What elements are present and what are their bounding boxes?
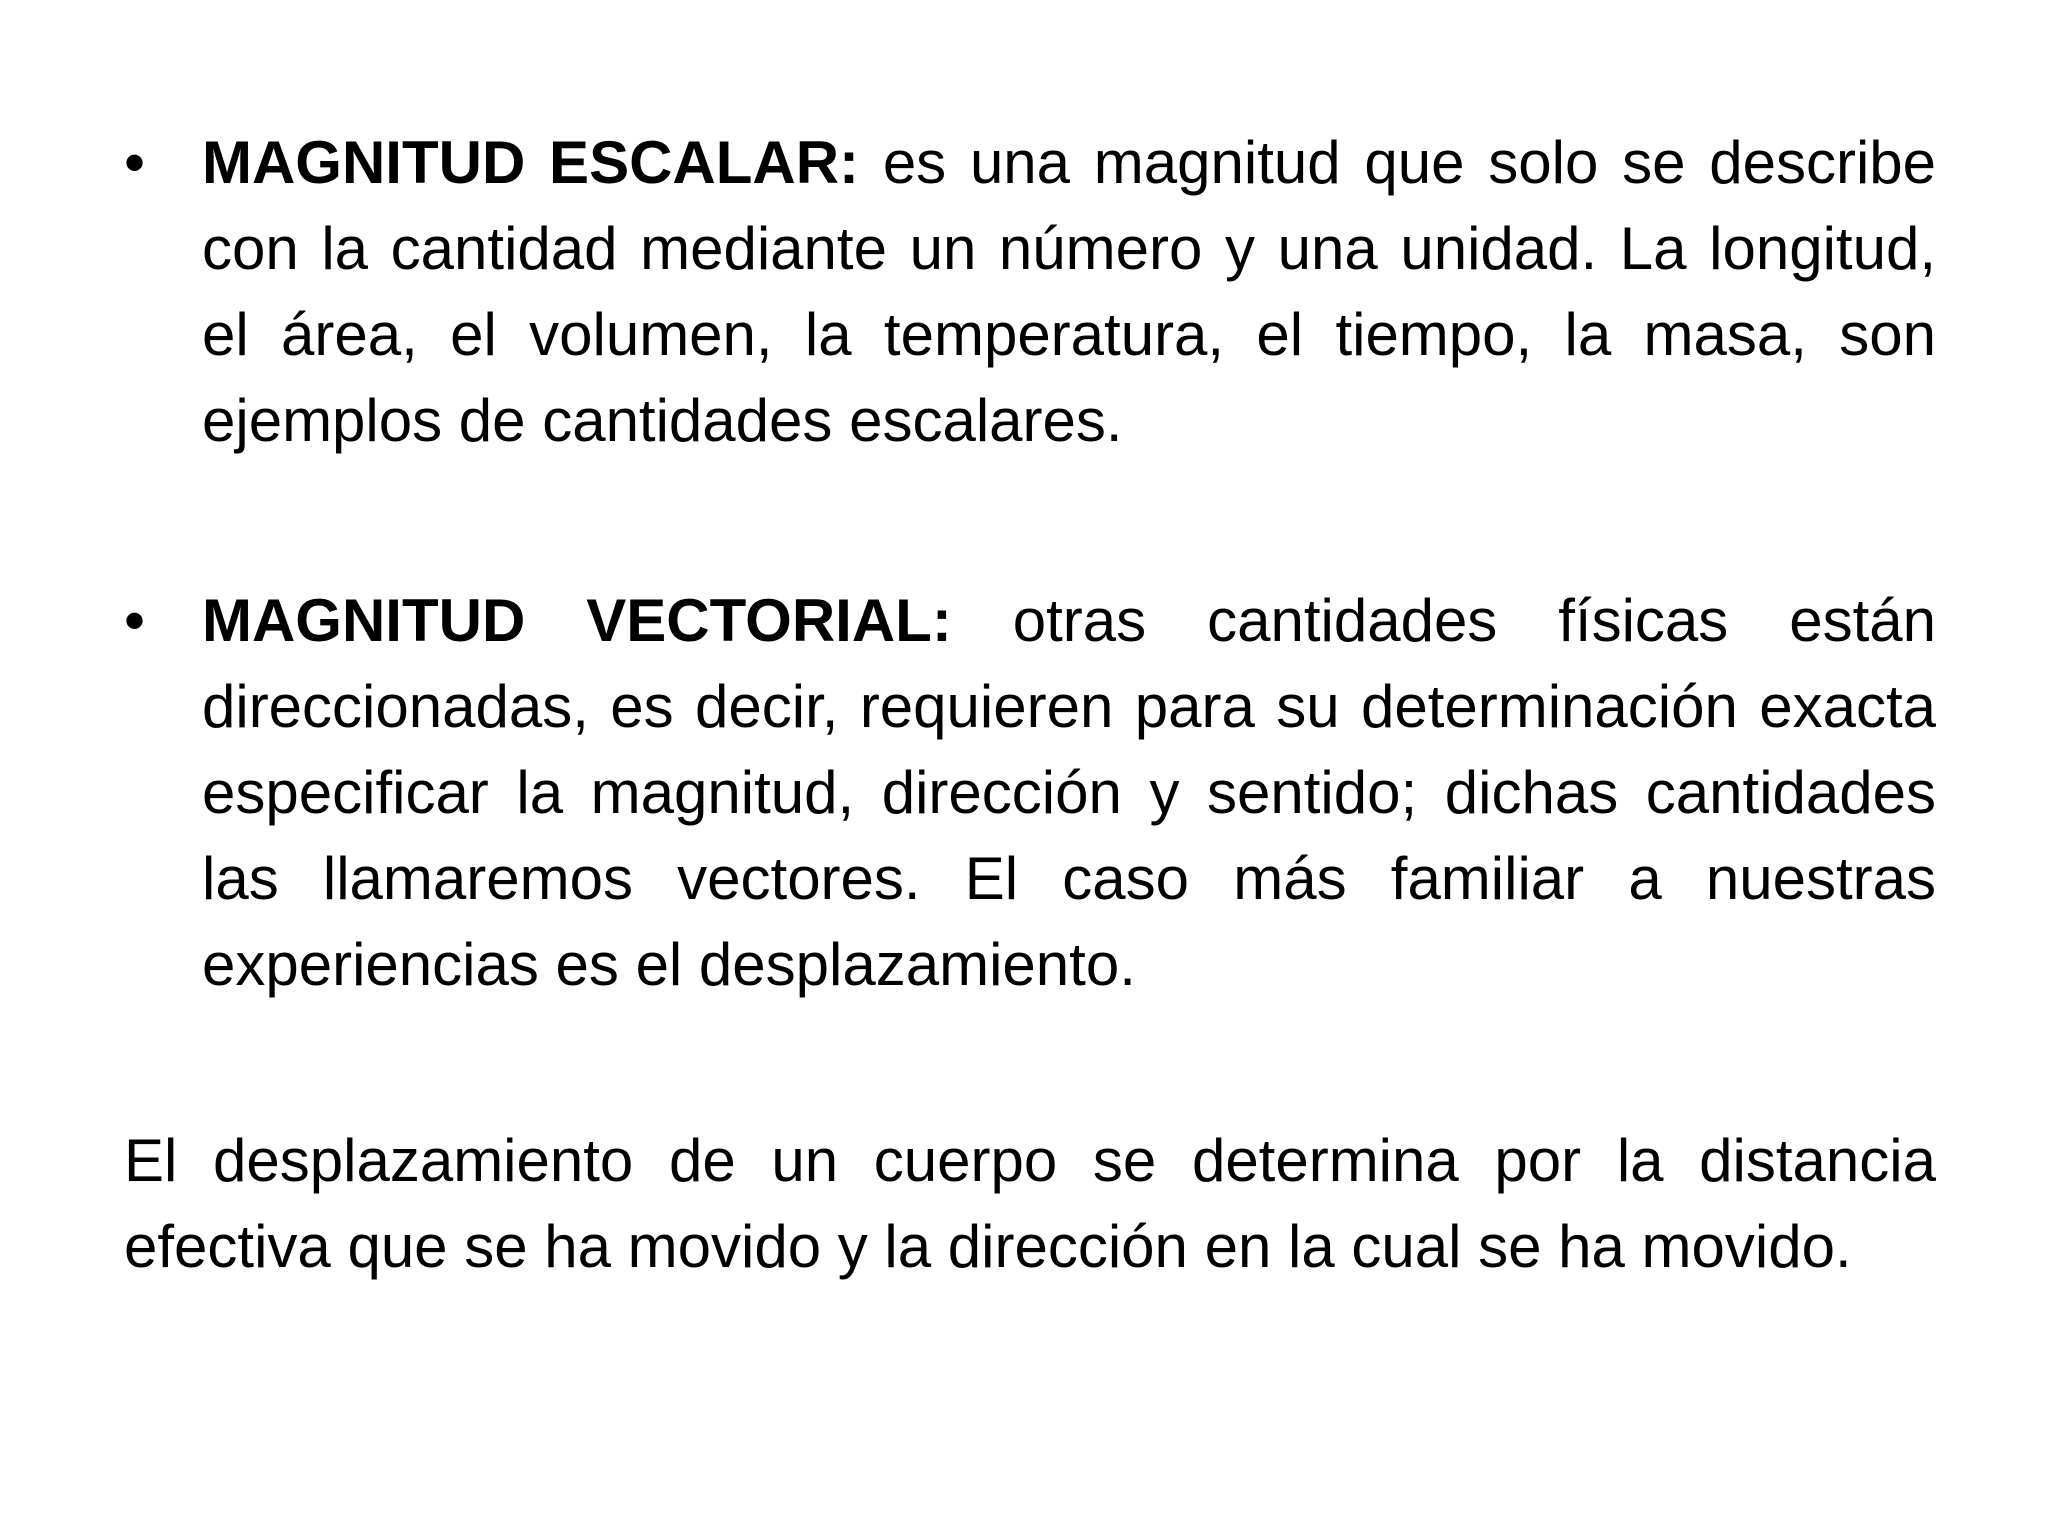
term-scalar-magnitude: MAGNITUD ESCALAR: — [202, 129, 860, 196]
definition-scalar-magnitude: es una magnitud que solo se describe con la cantidad mediante un número y una unidad. La longitud, el área, el volumen, la temperatura, el tiempo, la masa, son ejemplos de cantidades escalares. — [202, 129, 1937, 454]
slide-content — [124, 120, 1936, 1350]
bullet-item-vector-magnitude — [124, 578, 1936, 1008]
displacement-paragraph: El desplazamiento de un cuerpo se determina por la distancia efectiva que se ha movido y la dirección en la cual se ha movido. — [124, 1127, 1936, 1280]
bullet-item-scalar-magnitude — [124, 120, 1936, 464]
term-vector-magnitude: MAGNITUD VECTORIAL: — [202, 587, 952, 654]
bullet-icon: • — [124, 129, 146, 196]
definition-vector-magnitude: otras cantidades físicas están direccionadas, es decir, requieren para su determinación exacta especificar la magnitud, dirección y sentido; dichas cantidades las llamaremos vectores. El caso más familiar a nuestras experiencias es el desplazamiento. — [202, 587, 1937, 998]
bullet-icon: • — [124, 587, 146, 654]
